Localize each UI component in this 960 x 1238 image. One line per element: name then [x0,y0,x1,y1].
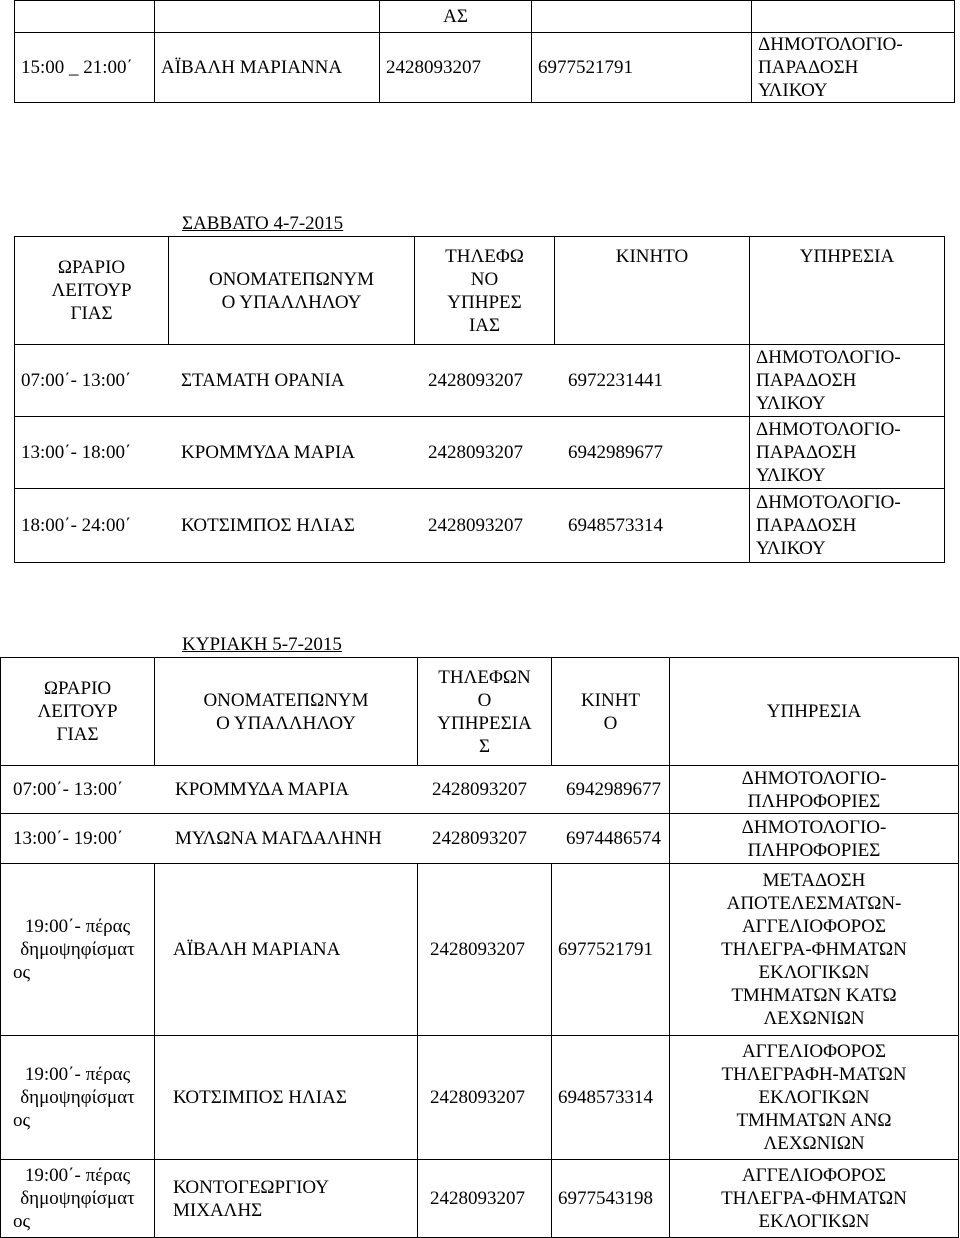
name-cell: ΣΤΑΜΑΤΗ ΟΡΑΝΙΑ [181,370,345,391]
name-cell: ΚΟΤΣΙΜΠΟΣ ΗΛΙΑΣ [155,1036,418,1160]
mobile-cell: 6977521791 [552,864,670,1036]
name-cell: ΚΡΟΜΜΥΔΑ ΜΑΡΙΑ [181,442,356,463]
mobile-cell: 6942989677 [566,779,661,800]
time-cell: 13:00΄- 18:00΄ [21,442,132,463]
phone-header: ΤΗΛΕΦΩΝ Ο ΥΠΗΡΕΣΙΑ Σ [418,658,552,766]
phone-cell: 2428093207 [418,1036,552,1160]
table-row [1,814,959,864]
service-cell: ΔΗΜΟΤΟΛΟΓΙΟ- ΠΛΗΡΟΦΟΡΙΕΣ [670,766,959,814]
sunday-title: ΚΥΡΙΑΚΗ 5-7-2015 [182,634,342,655]
table-row [1,766,959,814]
table-row [15,489,945,563]
service-cell: ΑΓΓΕΛΙΟΦΟΡΟΣ ΤΗΛΕΓΡΑΦΗ-ΜΑΤΩΝ ΕΚΛΟΓΙΚΩΝ ΤΜΗΜΑΤΩΝ ΑΝΩ ΛΕΧΩΝΙΩΝ [670,1036,959,1160]
table-row [1,864,959,1036]
saturday-header-row [15,237,945,345]
time-cell: 19:00΄- πέρας δημοψηφίσματ ος [1,864,155,1036]
table-row [15,33,955,103]
phone-cell: 2428093207 [428,515,523,536]
phone-cell: 2428093207 [428,442,523,463]
hours-header: ΩΡΑΡΙΟ ΛΕΙΤΟΥΡ ΓΙΑΣ [15,237,169,345]
name-header: ΟΝΟΜΑΤΕΠΩΝΥΜ Ο ΥΠΑΛΛΗΛΟΥ [169,237,415,345]
name-cell: ΑΪΒΑΛΗ ΜΑΡΙΑΝΑ [155,864,418,1036]
header-tail: ΑΣ [380,1,532,33]
mobile-cell: 6974486574 [566,828,661,849]
mobile-cell: 6977543198 [552,1160,670,1238]
row-details [1,814,670,864]
top-table-header-row [15,1,955,33]
row-details [1,766,670,814]
hours-header: ΩΡΑΡΙΟ ΛΕΙΤΟΥΡ ΓΙΑΣ [1,658,155,766]
mobile-cell: 6972231441 [568,370,663,391]
sunday-header-row [1,658,959,766]
table-row [1,1160,959,1238]
service-cell: ΑΓΓΕΛΙΟΦΟΡΟΣ ΤΗΛΕΓΡΑ-ΦΗΜΑΤΩΝ ΕΚΛΟΓΙΚΩΝ [670,1160,959,1238]
mobile-cell: 6948573314 [552,1036,670,1160]
phone-cell: 2428093207 [432,828,527,849]
mobile-cell: 6948573314 [568,515,663,536]
time-cell: 13:00΄- 19:00΄ [13,828,124,849]
mobile-header: ΚΙΝΗΤΟ [555,237,750,345]
service-cell: ΔΗΜΟΤΟΛΟΓΙΟ- ΠΑΡΑΔΟΣΗ ΥΛΙΚΟΥ [750,417,945,489]
service-cell: ΔΗΜΟΤΟΛΟΓΙΟ- ΠΑΡΑΔΟΣΗ ΥΛΙΚΟΥ [750,489,945,563]
time-cell: 18:00΄- 24:00΄ [21,515,132,536]
name-cell: ΑΪΒΑΛΗ ΜΑΡΙΑΝΝΑ [155,33,380,103]
phone-cell: 2428093207 [428,370,523,391]
service-cell: ΔΗΜΟΤΟΛΟΓΙΟ- ΠΛΗΡΟΦΟΡΙΕΣ [670,814,959,864]
name-cell: ΚΟΤΣΙΜΠΟΣ ΗΛΙΑΣ [181,515,355,536]
row-details [15,489,750,563]
top-table [14,0,955,103]
name-cell: ΜΥΛΩΝΑ ΜΑΓΔΑΛΗΝΗ [175,828,382,849]
mobile-cell: 6942989677 [568,442,663,463]
phone-cell: 2428093207 [418,1160,552,1238]
mobile-cell: 6977521791 [532,33,752,103]
service-cell: ΔΗΜΟΤΟΛΟΓΙΟ- ΠΑΡΑΔΟΣΗ ΥΛΙΚΟΥ [752,33,955,103]
service-cell: ΔΗΜΟΤΟΛΟΓΙΟ- ΠΑΡΑΔΟΣΗ ΥΛΙΚΟΥ [750,345,945,417]
name-header: ΟΝΟΜΑΤΕΠΩΝΥΜ Ο ΥΠΑΛΛΗΛΟΥ [155,658,418,766]
time-cell: 07:00΄- 13:00΄ [13,779,124,800]
time-cell: 19:00΄- πέρας δημοψηφίσματ ος [1,1160,155,1238]
phone-cell: 2428093207 [432,779,527,800]
time-cell: 19:00΄- πέρας δημοψηφίσματ ος [1,1036,155,1160]
saturday-title: ΣΑΒΒΑΤΟ 4-7-2015 [182,213,344,234]
phone-cell: 2428093207 [418,864,552,1036]
row-details [15,345,750,417]
saturday-table [14,236,945,563]
row-details [15,417,750,489]
name-cell: ΚΡΟΜΜΥΔΑ ΜΑΡΙΑ [175,779,350,800]
time-cell: 07:00΄- 13:00΄ [21,370,132,391]
table-row [15,417,945,489]
service-header: ΥΠΗΡΕΣΙΑ [750,237,945,345]
sunday-table [0,657,959,1238]
mobile-header: ΚΙΝΗΤ Ο [552,658,670,766]
name-cell: ΚΟΝΤΟΓΕΩΡΓΙΟΥ ΜΙΧΑΛΗΣ [155,1160,418,1238]
table-row [1,1036,959,1160]
service-cell: ΜΕΤΑΔΟΣΗ ΑΠΟΤΕΛΕΣΜΑΤΩΝ- ΑΓΓΕΛΙΟΦΟΡΟΣ ΤΗΛΕΓΡΑ-ΦΗΜΑΤΩΝ ΕΚΛΟΓΙΚΩΝ ΤΜΗΜΑΤΩΝ ΚΑΤΩ ΛΕΧΩΝΙΩΝ [670,864,959,1036]
time-cell: 15:00 _ 21:00΄ [15,33,155,103]
phone-cell: 2428093207 [380,33,532,103]
phone-header: ΤΗΛΕΦΩ ΝΟ ΥΠΗΡΕΣ ΙΑΣ [415,237,555,345]
service-header: ΥΠΗΡΕΣΙΑ [670,658,959,766]
table-row [15,345,945,417]
